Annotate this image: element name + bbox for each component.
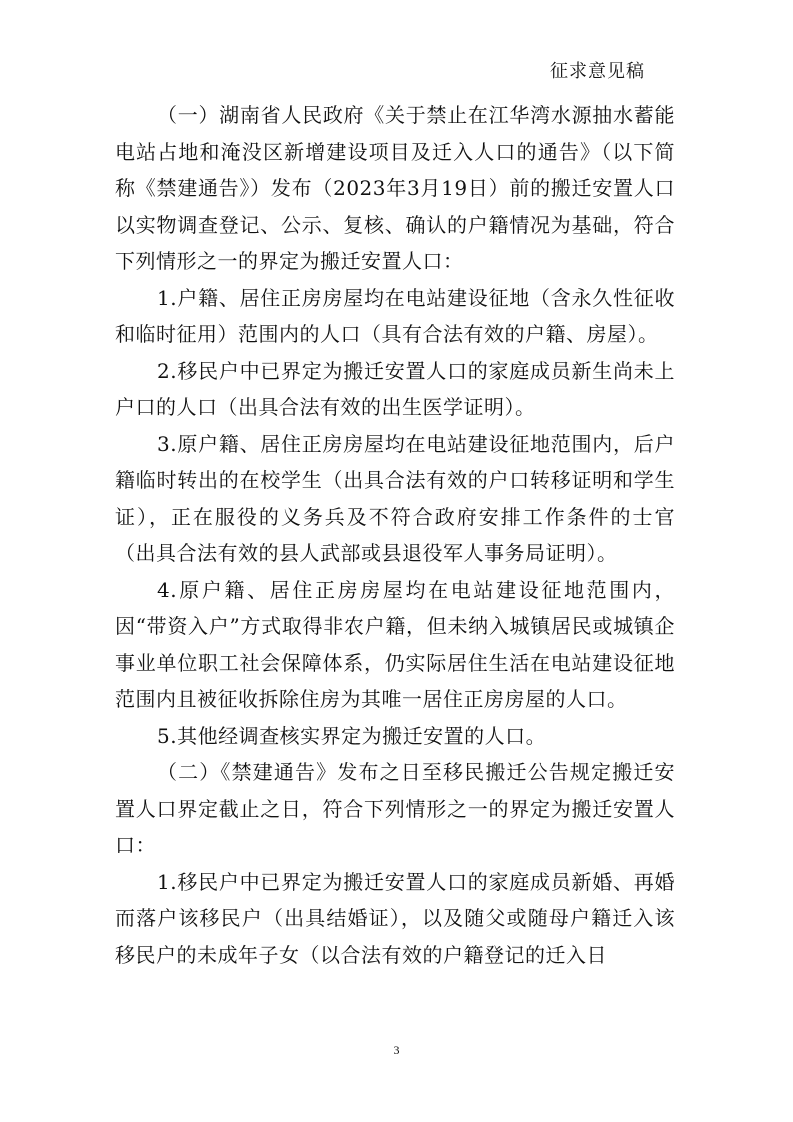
paragraph-item-1-3: 3.原户籍、居住正房房屋均在电站建设征地范围内，后户籍临时转出的在校学生（出具合法有效的户口转移证明和学生证），正在服役的义务兵及不符合政府安排工作条件的士官（出具合法有效的县人武部或县退役军人事务局证明）。 [115,431,675,565]
paragraph-item-1-4: 4.原户籍、居住正房房屋均在电站建设征地范围内，因“带资入户”方式取得非农户籍，但未纳入城镇居民或城镇企事业单位职工社会保障体系，仍实际居住生活在电站建设征地范围内且被征收拆除住房为其唯一居住正房房屋的人口。 [115,577,675,711]
document-body [115,97,675,973]
page-number: 3 [393,1043,400,1057]
paragraph-item-1-5: 5.其他经调查核实界定为搬迁安置的人口。 [157,723,547,748]
paragraph-item-1-1: 1.户籍、居住正房房屋均在电站建设征地（含永久性征收和临时征用）范围内的人口（具有合法有效的户籍、房屋）。 [115,285,675,346]
paragraph-section-1-intro: （一）湖南省人民政府《关于禁止在江华湾水源抽水蓄能电站占地和淹没区新增建设项目及迁入人口的通告》（以下简称《禁建通告》）发布（2023年3月19日）前的搬迁安置人口以实物调查登记、公示、复核、确认的户籍情况为基础，符合下列情形之一的界定为搬迁安置人口： [115,103,675,273]
paragraph-item-2-1: 1.移民户中已界定为搬迁安置人口的家庭成员新婚、再婚而落户该移民户（出具结婚证），以及随父或随母户籍迁入该移民户的未成年子女（以合法有效的户籍登记的迁入日 [115,869,675,967]
paragraph-section-2-intro: （二）《禁建通告》发布之日至移民搬迁公告规定搬迁安置人口界定截止之日，符合下列情形之一的界定为搬迁安置人口： [115,760,675,857]
paragraph-item-1-2: 2.移民户中已界定为搬迁安置人口的家庭成员新生尚未上户口的人口（出具合法有效的出生医学证明）。 [115,358,675,419]
draft-label: 征求意见稿 [550,61,645,82]
